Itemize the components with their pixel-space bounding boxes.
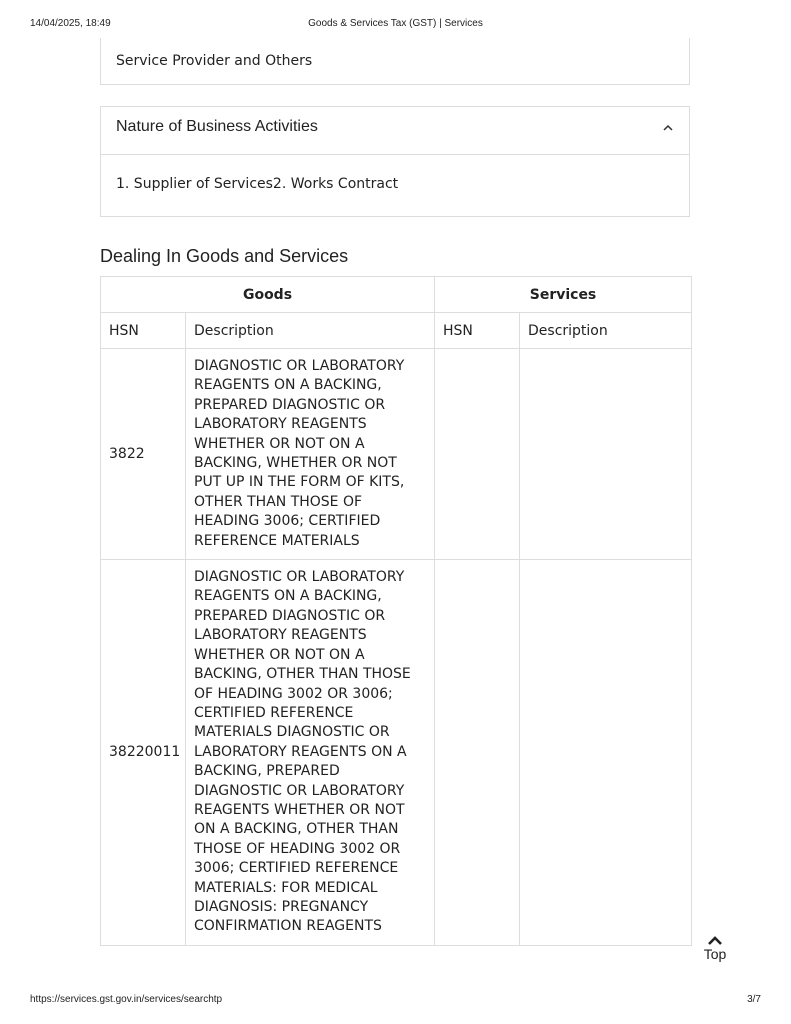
print-page-title: Goods & Services Tax (GST) | Services xyxy=(308,18,483,29)
sub-header-row xyxy=(101,313,692,349)
goods-hsn-cell: 3822 xyxy=(101,349,186,560)
chevron-up-icon[interactable] xyxy=(661,120,675,134)
taxpayer-type-panel xyxy=(100,38,690,85)
services-group-header: Services xyxy=(435,277,692,313)
services-hsn-cell xyxy=(435,560,520,946)
print-page-number: 3/7 xyxy=(747,994,761,1005)
dealing-table xyxy=(100,276,692,946)
back-to-top-label: Top xyxy=(703,946,727,962)
goods-description-cell: DIAGNOSTIC OR LABORATORY REAGENTS ON A BACKING, PREPARED DIAGNOSTIC OR LABORATORY REAGENTS WHETHER OR NOT ON A BACKING, WHETHER OR NOT PUT UP IN THE FORM OF KITS, OTHER THAN THOSE OF HEADING 3006; CERTIFIED REFERENCE MATERIALS xyxy=(186,349,435,560)
goods-description-cell: DIAGNOSTIC OR LABORATORY REAGENTS ON A BACKING, PREPARED DIAGNOSTIC OR LABORATORY REAGENTS WHETHER OR NOT ON A BACKING, OTHER THAN THOSE OF HEADING 3002 OR 3006; CERTIFIED REFERENCE MATERIALS DIAGNOSTIC OR LABORATORY REAGENTS ON A BACKING, PREPARED DIAGNOSTIC OR LABORATORY REAGENTS WHETHER OR NOT ON A BACKING, OTHER THAN THOSE OF HEADING 3002 OR 3006; CERTIFIED REFERENCE MATERIALS: FOR MEDICAL DIAGNOSIS: PREGNANCY CONFIRMATION REAGENTS xyxy=(186,560,435,946)
print-datetime: 14/04/2025, 18:49 xyxy=(30,18,111,29)
group-header-row xyxy=(101,277,692,313)
goods-hsn-cell: 38220011 xyxy=(101,560,186,946)
services-description-cell xyxy=(520,560,692,946)
taxpayer-type-value: Service Provider and Others xyxy=(116,53,313,69)
business-activities-list: 1. Supplier of Services2. Works Contract xyxy=(116,176,399,192)
dealing-section-title: Dealing In Goods and Services xyxy=(100,246,349,266)
services-description-header: Description xyxy=(520,313,692,349)
business-activities-header[interactable] xyxy=(101,107,689,155)
goods-group-header: Goods xyxy=(101,277,435,313)
goods-hsn-header: HSN xyxy=(101,313,186,349)
services-hsn-cell xyxy=(435,349,520,560)
services-description-cell xyxy=(520,349,692,560)
business-activities-panel xyxy=(100,106,690,217)
print-url: https://services.gst.gov.in/services/searchtp xyxy=(30,994,223,1005)
goods-description-header: Description xyxy=(186,313,435,349)
services-hsn-header: HSN xyxy=(435,313,520,349)
business-activities-heading: Nature of Business Activities xyxy=(116,118,318,135)
table-row xyxy=(101,349,692,560)
chevron-up-icon xyxy=(697,934,733,946)
back-to-top-link[interactable] xyxy=(697,934,733,962)
table-row xyxy=(101,560,692,946)
